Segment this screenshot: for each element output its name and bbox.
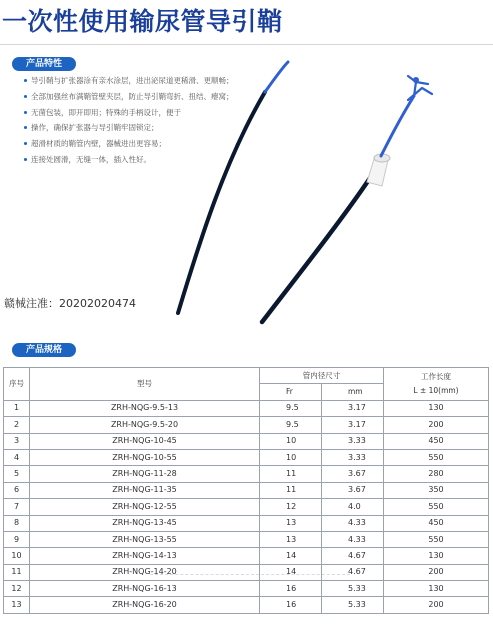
cell-len: 280 bbox=[384, 466, 489, 482]
cell-fr: 10 bbox=[260, 449, 322, 465]
cell-fr: 13 bbox=[260, 531, 322, 547]
cell-model: ZRH-NQG-11-35 bbox=[30, 482, 260, 498]
cell-fr: 9.5 bbox=[260, 417, 322, 433]
specs-section-label: 产品规格 bbox=[12, 343, 76, 357]
cell-mm: 3.33 bbox=[322, 449, 384, 465]
cell-no: 7 bbox=[4, 499, 30, 515]
cell-len: 550 bbox=[384, 531, 489, 547]
cell-model: ZRH-NQG-9.5-13 bbox=[30, 400, 260, 416]
header-length-unit: L ± 10(mm) bbox=[413, 385, 459, 395]
title-divider bbox=[0, 44, 493, 45]
header-fr: Fr bbox=[260, 384, 322, 400]
cell-len: 200 bbox=[384, 417, 489, 433]
cell-len: 350 bbox=[384, 482, 489, 498]
cell-fr: 12 bbox=[260, 499, 322, 515]
cell-fr: 16 bbox=[260, 581, 322, 597]
cell-mm: 4.33 bbox=[322, 515, 384, 531]
cell-len: 200 bbox=[384, 597, 489, 613]
header-no: 序号 bbox=[4, 368, 30, 401]
sheath-body bbox=[262, 178, 370, 322]
cell-fr: 11 bbox=[260, 466, 322, 482]
cell-model: ZRH-NQG-13-55 bbox=[30, 531, 260, 547]
table-row bbox=[4, 400, 489, 416]
inner-dilator-shaft bbox=[381, 96, 414, 156]
feature-item: 操作，确保扩张器与导引鞘牢固锁定； bbox=[24, 123, 239, 133]
cell-no: 13 bbox=[4, 597, 30, 613]
cell-no: 3 bbox=[4, 433, 30, 449]
header-model: 型号 bbox=[30, 368, 260, 401]
cell-model: ZRH-NQG-16-13 bbox=[30, 581, 260, 597]
cell-mm: 4.67 bbox=[322, 548, 384, 564]
header-diameter: 管内径尺寸 bbox=[260, 368, 384, 384]
cell-model: ZRH-NQG-10-55 bbox=[30, 449, 260, 465]
cell-len: 130 bbox=[384, 581, 489, 597]
ureteral-access-sheath-illustration bbox=[170, 60, 470, 335]
cell-len: 130 bbox=[384, 400, 489, 416]
feature-item: 超滑材质的鞘管内壁，器械进出更容易； bbox=[24, 139, 239, 149]
cell-mm: 3.17 bbox=[322, 417, 384, 433]
table-row bbox=[4, 466, 489, 482]
feature-item: 全部加强丝布满鞘管壁夹层，防止导引鞘弯折、扭结、瘪窝； bbox=[24, 92, 239, 102]
table-row bbox=[4, 515, 489, 531]
cell-len: 450 bbox=[384, 515, 489, 531]
table-row bbox=[4, 531, 489, 547]
cell-no: 10 bbox=[4, 548, 30, 564]
cell-model: ZRH-NQG-11-28 bbox=[30, 466, 260, 482]
cell-fr: 16 bbox=[260, 597, 322, 613]
header-length-title: 工作长度 bbox=[421, 371, 451, 381]
table-row bbox=[4, 482, 489, 498]
cell-fr: 14 bbox=[260, 564, 322, 580]
cell-no: 11 bbox=[4, 564, 30, 580]
feature-item: 无菌包装，即开即用；特殊的手柄设计，便于 bbox=[24, 108, 239, 118]
dilator-tip bbox=[265, 62, 288, 92]
cell-fr: 13 bbox=[260, 515, 322, 531]
registration-number: 赣械注准：20202020474 bbox=[4, 297, 136, 310]
cell-len: 450 bbox=[384, 433, 489, 449]
cell-model: ZRH-NQG-9.5-20 bbox=[30, 417, 260, 433]
table-row bbox=[4, 433, 489, 449]
watermark-line bbox=[150, 574, 350, 585]
cell-model: ZRH-NQG-12-55 bbox=[30, 499, 260, 515]
table-row bbox=[4, 548, 489, 564]
cell-no: 2 bbox=[4, 417, 30, 433]
header-mm: mm bbox=[322, 384, 384, 400]
cell-no: 9 bbox=[4, 531, 30, 547]
cell-model: ZRH-NQG-10-45 bbox=[30, 433, 260, 449]
cell-len: 130 bbox=[384, 548, 489, 564]
cell-mm: 3.67 bbox=[322, 466, 384, 482]
cell-mm: 5.33 bbox=[322, 581, 384, 597]
handle-knob bbox=[413, 77, 419, 83]
cell-model: ZRH-NQG-13-45 bbox=[30, 515, 260, 531]
feature-item: 导引鞘与扩张器涂有亲水涂层，进出泌尿道更稀滑、更顺畅； bbox=[24, 76, 239, 86]
cell-fr: 14 bbox=[260, 548, 322, 564]
cell-model: ZRH-NQG-14-20 bbox=[30, 564, 260, 580]
header-length bbox=[384, 368, 489, 401]
cell-no: 5 bbox=[4, 466, 30, 482]
cell-mm: 4.33 bbox=[322, 531, 384, 547]
features-section-label: 产品特性 bbox=[12, 57, 76, 71]
cell-mm: 3.67 bbox=[322, 482, 384, 498]
cell-no: 12 bbox=[4, 581, 30, 597]
cell-mm: 4.0 bbox=[322, 499, 384, 515]
cell-fr: 10 bbox=[260, 433, 322, 449]
cell-len: 550 bbox=[384, 499, 489, 515]
cell-model: ZRH-NQG-16-20 bbox=[30, 597, 260, 613]
table-row bbox=[4, 417, 489, 433]
cell-model: ZRH-NQG-14-13 bbox=[30, 548, 260, 564]
table-row bbox=[4, 597, 489, 613]
table-row bbox=[4, 449, 489, 465]
cell-fr: 11 bbox=[260, 482, 322, 498]
cell-mm: 3.17 bbox=[322, 400, 384, 416]
cell-len: 550 bbox=[384, 449, 489, 465]
cell-mm: 4.67 bbox=[322, 564, 384, 580]
cell-mm: 3.33 bbox=[322, 433, 384, 449]
cell-no: 1 bbox=[4, 400, 30, 416]
cell-fr: 9.5 bbox=[260, 400, 322, 416]
cell-no: 6 bbox=[4, 482, 30, 498]
cell-no: 8 bbox=[4, 515, 30, 531]
feature-item: 连接处圆滑，无缝一体，插入性好。 bbox=[24, 155, 239, 165]
cell-no: 4 bbox=[4, 449, 30, 465]
dilator-handle bbox=[408, 76, 432, 100]
cell-mm: 5.33 bbox=[322, 597, 384, 613]
cell-len: 200 bbox=[384, 564, 489, 580]
table-row bbox=[4, 499, 489, 515]
table-header-row bbox=[4, 368, 489, 384]
page-title: 一次性使用输尿管导引鞘 bbox=[2, 7, 283, 36]
dilator-body bbox=[178, 92, 265, 313]
